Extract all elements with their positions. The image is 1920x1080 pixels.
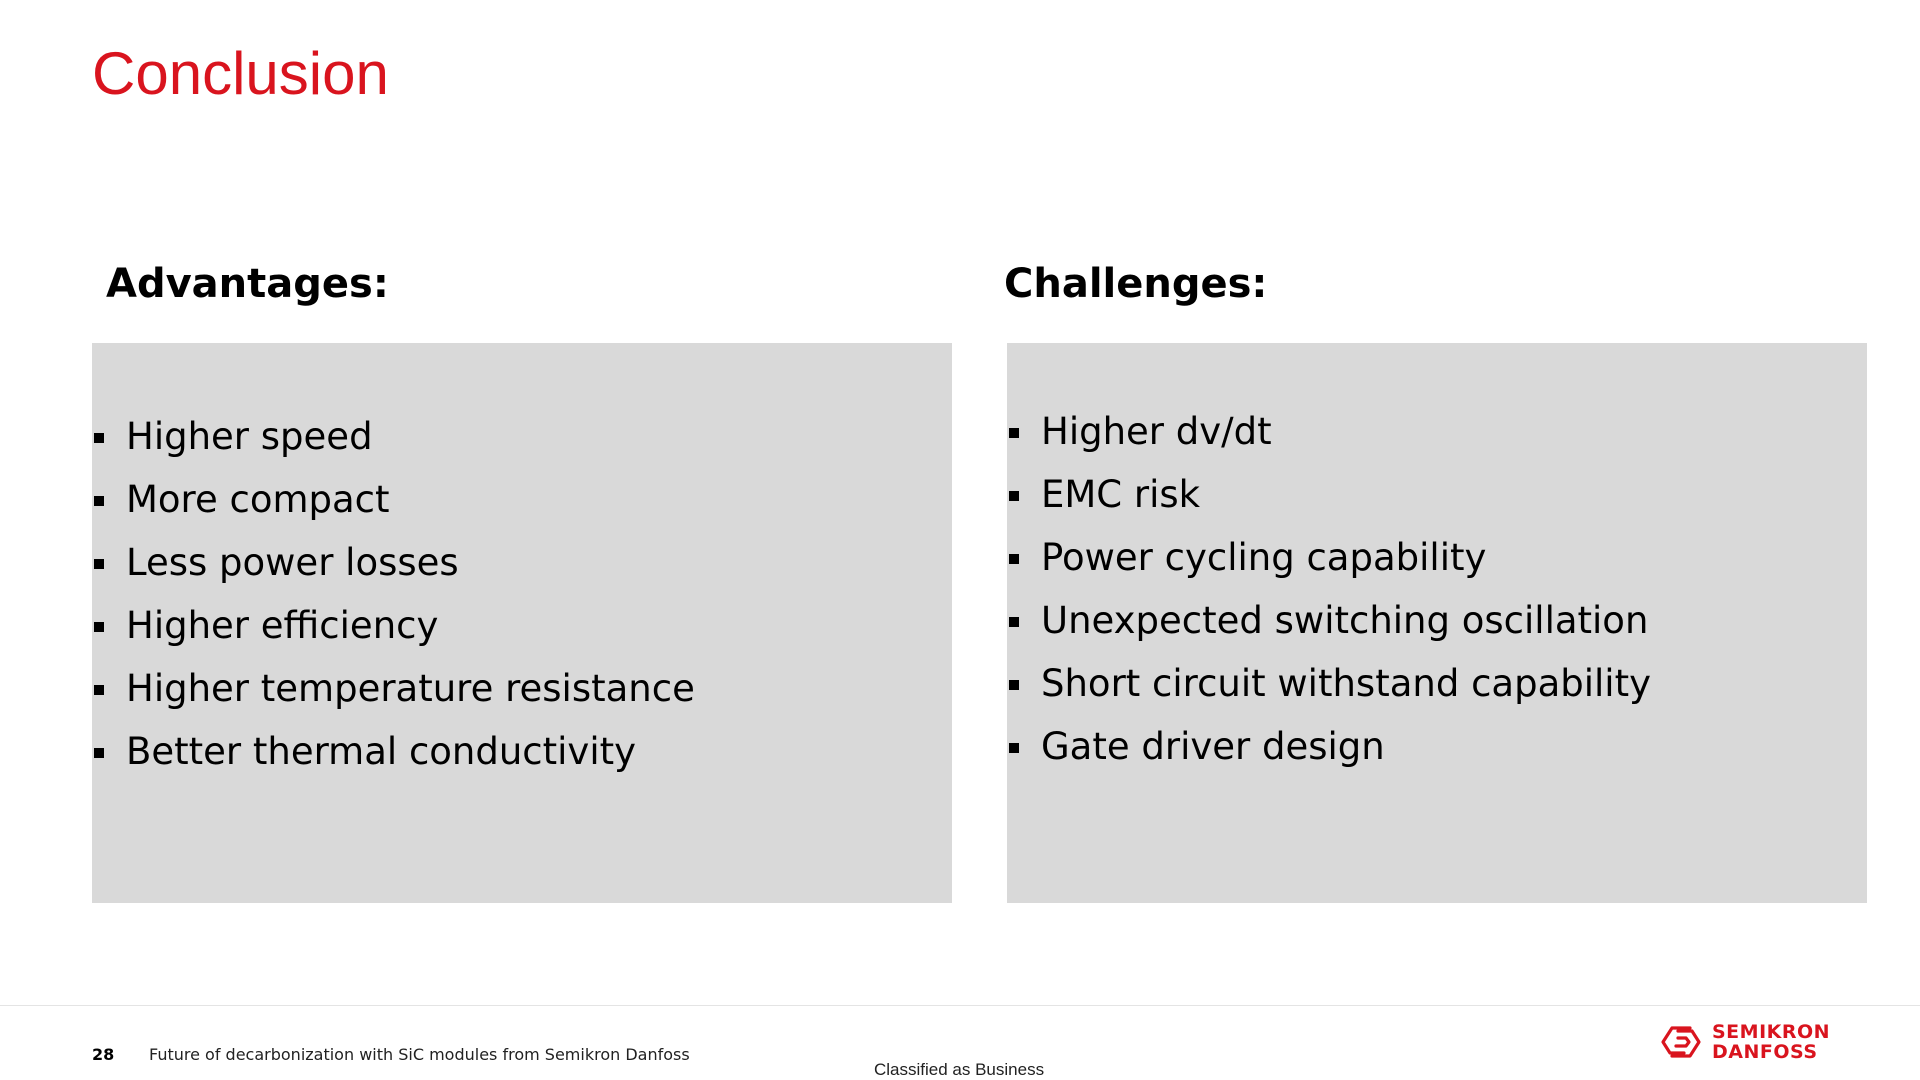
company-logo: [1660, 1022, 1830, 1062]
logo-line-1: SEMIKRON: [1712, 1021, 1831, 1043]
advantage-item: [92, 468, 695, 531]
challenge-item-text: Higher dv/dt: [1041, 410, 1272, 453]
bullet-icon: [94, 685, 104, 695]
bullet-icon: [1009, 428, 1019, 438]
challenge-item-text: Unexpected switching oscillation: [1041, 599, 1649, 642]
bullet-icon: [1009, 680, 1019, 690]
challenges-heading: Challenges:: [1004, 261, 1268, 307]
advantage-item-text: Higher efficiency: [126, 604, 439, 647]
advantage-item-text: More compact: [126, 478, 390, 521]
advantage-item: [92, 531, 695, 594]
bullet-icon: [94, 433, 104, 443]
slide-title: Conclusion: [92, 40, 389, 107]
advantage-item: [92, 594, 695, 657]
challenge-item-text: Gate driver design: [1041, 725, 1385, 768]
logo-line-2: DANFOSS: [1712, 1041, 1818, 1063]
semikron-danfoss-logo-icon: [1660, 1023, 1702, 1061]
challenge-item: [1007, 715, 1651, 778]
advantage-item-text: Higher speed: [126, 415, 373, 458]
advantages-heading: Advantages:: [106, 261, 389, 307]
challenge-item: [1007, 589, 1651, 652]
advantage-item: [92, 405, 695, 468]
classification-label: Classified as Business: [874, 1060, 1045, 1079]
advantages-panel: [92, 343, 952, 903]
page-number: 28: [92, 1045, 115, 1064]
bullet-icon: [94, 622, 104, 632]
challenge-item-text: Short circuit withstand capability: [1041, 662, 1651, 705]
challenge-item-text: EMC risk: [1041, 473, 1201, 516]
logo-wordmark: [1712, 1022, 1830, 1062]
challenge-item: [1007, 400, 1651, 463]
advantage-item: [92, 657, 695, 720]
bullet-icon: [1009, 491, 1019, 501]
advantage-item: [92, 720, 695, 783]
advantages-list: [92, 405, 695, 783]
advantage-item-text: Less power losses: [126, 541, 459, 584]
challenge-item: [1007, 526, 1651, 589]
bullet-icon: [1009, 617, 1019, 627]
presentation-title: Future of decarbonization with SiC modules from Semikron Danfoss: [149, 1045, 690, 1064]
advantage-item-text: Better thermal conductivity: [126, 730, 637, 773]
bullet-icon: [94, 748, 104, 758]
challenge-item: [1007, 652, 1651, 715]
advantage-item-text: Higher temperature resistance: [126, 667, 695, 710]
bullet-icon: [1009, 554, 1019, 564]
bullet-icon: [1009, 743, 1019, 753]
challenges-panel: [1007, 343, 1867, 903]
challenges-list: [1007, 400, 1651, 778]
bullet-icon: [94, 496, 104, 506]
bullet-icon: [94, 559, 104, 569]
challenge-item: [1007, 463, 1651, 526]
footer-divider: [0, 1005, 1920, 1006]
challenge-item-text: Power cycling capability: [1041, 536, 1487, 579]
